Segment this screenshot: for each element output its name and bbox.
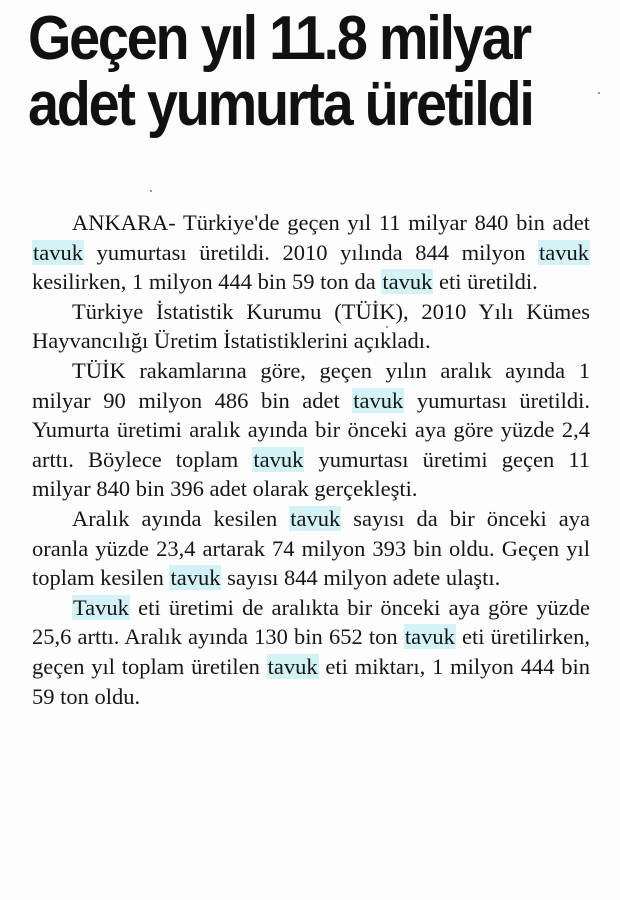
paragraph-text: eti üretildi.: [433, 269, 538, 295]
highlighted-keyword: tavuk: [253, 446, 304, 472]
headline: [28, 6, 550, 138]
print-speck: [386, 326, 388, 328]
article-paragraph: [32, 356, 590, 504]
highlighted-keyword: Tavuk: [73, 594, 129, 620]
highlighted-keyword: tavuk: [382, 269, 433, 295]
paragraph-text: eti üretilirken, geçen yıl toplam üretilen: [32, 624, 590, 679]
paragraph-text: Türkiye İstatistik Kurumu (TÜİK), 2010 Yılı Kümes Hayvancılığı Üretim İstatistiklerini açıkladı.: [32, 298, 590, 354]
paragraph-text: kesilirken, 1 milyon 444 bin 59 ton da: [32, 269, 382, 295]
article-body: [32, 208, 590, 711]
paragraph-text: yumurtası üretildi. 2010 yılında 844 milyon: [84, 239, 538, 265]
article-paragraph: [32, 297, 590, 356]
print-speck: [598, 92, 600, 94]
paragraph-text: yumurtası üretildi. Yumurta üretimi aralık ayında bir önceki aya göre yüzde 2,4 arttı. Böylece toplam: [32, 387, 590, 472]
highlighted-keyword: tavuk: [353, 387, 404, 413]
print-speck: [150, 190, 152, 192]
paragraph-text: Aralık ayında kesilen: [72, 505, 290, 531]
paragraph-text: yumurtası üretimi geçen 11 milyar 840 bin 396 adet olarak gerçekleşti.: [32, 446, 590, 502]
highlighted-keyword: tavuk: [404, 624, 455, 650]
article-paragraph: [32, 504, 590, 593]
highlighted-keyword: tavuk: [290, 505, 341, 531]
paragraph-text: ANKARA- Türkiye'de geçen yıl 11 milyar 840 bin adet: [72, 210, 590, 235]
paragraph-text: eti miktarı, 1 milyon 444 bin 59 ton oldu.: [32, 653, 590, 709]
article-paragraph: [32, 593, 590, 711]
highlighted-keyword: tavuk: [33, 239, 83, 265]
paragraph-text: sayısı 844 milyon adete ulaştı.: [221, 565, 501, 591]
highlighted-keyword: tavuk: [267, 653, 318, 679]
article-paragraph: [32, 208, 590, 297]
headline-line-2: adet yumurta üretildi: [28, 70, 533, 139]
highlighted-keyword: tavuk: [170, 565, 221, 591]
paragraph-text: eti üretimi de aralıkta bir önceki aya göre yüzde 25,6 arttı. Aralık ayında 130 bin 652 ton: [32, 594, 590, 650]
headline-line-1: Geçen yıl 11.8 milyar: [28, 4, 530, 73]
paragraph-text: sayısı da bir önceki aya oranla yüzde 23,4 artarak 74 milyon 393 bin oldu. Geçen yıl toplam kesilen: [32, 505, 590, 591]
paragraph-text: TÜİK rakamlarına göre, geçen yılın aralık ayında 1 milyar 90 milyon 486 bin adet: [32, 357, 590, 413]
highlighted-keyword: tavuk: [539, 239, 589, 265]
